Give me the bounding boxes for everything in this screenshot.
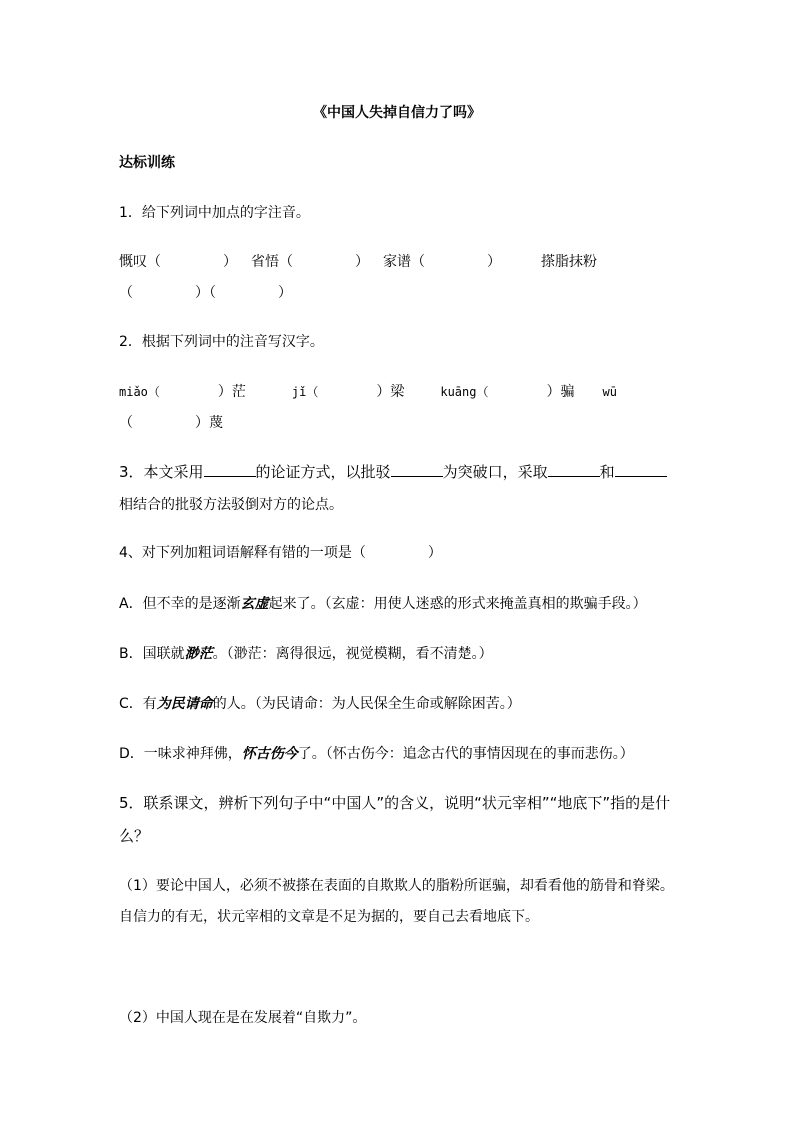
q4-b-word: 渺茫 <box>184 646 213 662</box>
q3-text-a: 3．本文采用 <box>119 463 204 481</box>
section-heading: 达标训练 <box>119 155 175 171</box>
q4-option-c <box>119 694 521 714</box>
question-2-row-2 <box>119 413 223 433</box>
q3-blank-2 <box>391 462 443 477</box>
q1-paren-close-2: ） <box>355 254 369 270</box>
question-2-items <box>119 382 617 402</box>
q1-paren-close-3: ） <box>487 254 501 270</box>
q2-pinyin-3: kuāng（ <box>440 385 489 399</box>
q1-row2-close: ） <box>278 285 292 301</box>
q1-paren-close-1: ） <box>223 254 237 270</box>
q2-word-1: ）茫 <box>217 384 246 400</box>
q4-b-pre: B．国联就 <box>119 646 185 662</box>
q3-text-b: 的论证方式，以批驳 <box>255 463 391 481</box>
q2-pinyin-2: jǐ（ <box>291 385 319 399</box>
question-3-line-2: 相结合的批驳方法驳倒对方的论点。 <box>119 497 343 513</box>
q1-word-3: 家谱（ <box>383 254 425 270</box>
q3-blank-4 <box>615 462 667 477</box>
q3-text-c: 为突破口，采取 <box>442 463 548 481</box>
q4-a-pre: A．但不幸的是逐渐 <box>119 596 241 612</box>
q4-c-pre: C．有 <box>119 696 157 712</box>
document-title: 《中国人失掉自信力了吗》 <box>313 105 481 121</box>
q2-row2-close: ）蔑 <box>195 415 223 431</box>
q4-prompt-close: ） <box>427 545 442 561</box>
q4-c-word: 为民请命 <box>156 696 213 712</box>
q2-row2-open: （ <box>119 415 133 431</box>
q5-sentence-1-line-2: 自信力的有无，状元宰相的文章是不足为据的，要自己去看地底下。 <box>119 909 539 925</box>
q4-d-word: 怀古伤今 <box>241 746 298 762</box>
question-4-prompt <box>119 543 442 563</box>
question-2-prompt: 2．根据下列词中的注音写汉字。 <box>119 334 324 350</box>
q5-sentence-1-line-1: （1）要论中国人，必须不被搽在表面的自欺欺人的脂粉所诓骗，却看看他的筋骨和脊梁。 <box>119 878 674 894</box>
q4-c-post: 的人。（为民请命：为人民保全生命或解除困苦。） <box>212 696 521 712</box>
q4-a-post: 起来了。（玄虚：用使人迷惑的形式来掩盖真相的欺骗手段。） <box>268 596 647 612</box>
q1-word-1: 慨叹（ <box>119 254 161 270</box>
question-1-items <box>119 252 597 272</box>
q4-option-b <box>119 644 493 664</box>
q1-word-2: 省悟（ <box>251 254 293 270</box>
q3-text-d: 和 <box>599 463 615 481</box>
question-3-line-1 <box>119 462 667 482</box>
q3-blank-1 <box>204 462 256 477</box>
q4-prompt-text: 4、对下列加粗词语解释有错的一项是（ <box>119 545 366 561</box>
q3-blank-3 <box>548 462 600 477</box>
question-5-line-1: 5．联系课文，辨析下列句子中“中国人”的含义，说明“状元宰相”“地底下”指的是什 <box>119 794 671 812</box>
question-5-line-2: 么？ <box>119 827 150 845</box>
q2-word-3: ）骗 <box>546 384 575 400</box>
q1-word-4: 搽脂抹粉 <box>541 254 597 270</box>
q4-option-a <box>119 594 647 614</box>
q1-row2-open: （ <box>119 285 133 301</box>
q4-d-post: 了。（怀古伤今：追念古代的事情因现在的事而悲伤。） <box>297 746 634 762</box>
q4-b-post: 。（渺茫：离得很远，视觉模糊，看不清楚。） <box>212 646 493 662</box>
q4-option-d <box>119 744 634 764</box>
q5-sentence-2: （2）中国人现在是在发展着“自欺力”。 <box>119 1010 367 1026</box>
q2-pinyin-4: wū <box>602 385 617 399</box>
q1-row2-mid: ）（ <box>195 285 216 301</box>
q2-pinyin-1: miǎo（ <box>119 385 160 399</box>
question-1-prompt: 1．给下列词中加点的字注音。 <box>119 205 310 221</box>
q4-a-word: 玄虚 <box>240 596 269 612</box>
question-1-row-2 <box>119 283 292 303</box>
q4-d-pre: D．一味求神拜佛， <box>119 746 242 762</box>
q2-word-2: ）梁 <box>376 384 405 400</box>
